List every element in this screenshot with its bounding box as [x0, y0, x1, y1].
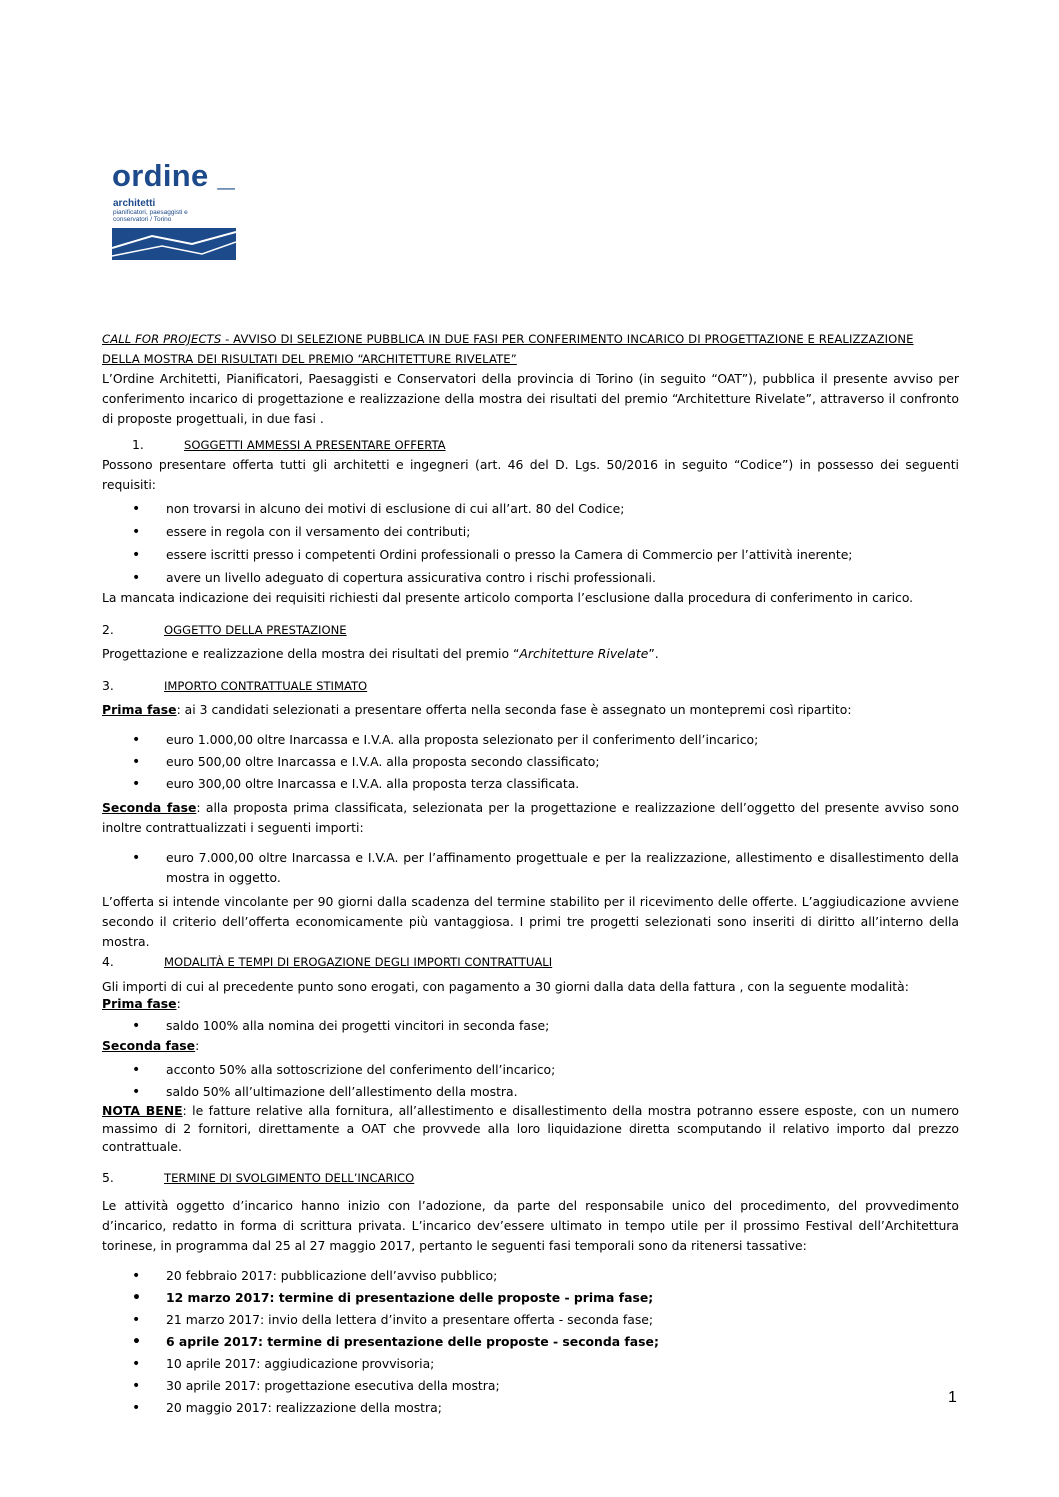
- section-number: 2.: [102, 622, 114, 637]
- title-line2: DELLA MOSTRA DEI RISULTATI DEL PREMIO “ARCHITETTURE RIVELATE”: [102, 352, 517, 366]
- logo-wordmark: ordine _: [112, 158, 235, 193]
- timeline-item: • 6 aprile 2017: termine di presentazione delle proposte - seconda fase;: [102, 1332, 959, 1352]
- section-3-heading: [102, 676, 959, 696]
- section-title: IMPORTO CONTRATTUALE STIMATO: [164, 679, 368, 693]
- section-number: 1.: [132, 437, 144, 452]
- section-5-heading: [102, 1168, 959, 1188]
- section-1-heading: [102, 435, 959, 455]
- section-title: TERMINE DI SVOLGIMENTO DELL’INCARICO: [164, 1171, 415, 1185]
- section-3-phase2: Seconda fase: alla proposta prima classificata, selezionata per la progettazione e realizzazione dell’oggetto del presente avviso sono inoltre contrattualizzati i seguenti importi:: [102, 800, 959, 835]
- section-1-lead: Possono presentare offerta tutti gli architetti e ingegneri (art. 46 del D. Lgs. 50/2016 in seguito “Codice”) in possesso dei seguenti requisiti:: [102, 457, 959, 492]
- contract-list: [102, 848, 959, 888]
- list-item: • avere un livello adeguato di copertura assicurativa contro i rischi professionali.: [102, 568, 959, 588]
- list-item: • essere in regola con il versamento dei contributi;: [102, 522, 959, 542]
- section-2-text: Progettazione e realizzazione della mostra dei risultati del premio “Architetture Rivelate”.: [102, 646, 659, 661]
- title-italic-part: CALL FOR PROJECTS: [102, 332, 222, 346]
- section-3-close: L’offerta si intende vincolante per 90 giorni dalla scadenza del termine stabilito per il ricevimento delle offerte. L’aggiudicazione avviene secondo il criterio dell’offerta economicamente più vantaggiosa. I primi tre progetti selezionati sono inseriti di diritto all’interno della mostra.: [102, 894, 959, 949]
- list-item: • essere iscritti presso i competenti Ordini professionali o presso la Camera di Commercio per l’attività inerente;: [102, 545, 959, 565]
- section-title: OGGETTO DELLA PRESTAZIONE: [164, 623, 347, 637]
- list-item: • euro 1.000,00 oltre Inarcassa e I.V.A. alla proposta selezionato per il conferimento dell’incarico;: [102, 730, 959, 750]
- logo-subtitle-small: pianificatori, paesaggisti e conservatori / Torino: [113, 209, 188, 223]
- prize-list: [102, 730, 959, 794]
- section-4-heading: [102, 952, 959, 972]
- timeline-item: • 21 marzo 2017: invio della lettera d’invito a presentare offerta - seconda fase;: [102, 1310, 959, 1330]
- list-item: • non trovarsi in alcuno dei motivi di esclusione di cui all’art. 80 del Codice;: [102, 499, 959, 519]
- nota-bene: NOTA BENE: le fatture relative alla fornitura, all’allestimento e disallestimento della mostra potranno essere esposte, con un numero massimo di 2 fornitori, direttamente a OAT che provvede alla loro liquidazione diretta scomputando il relativo importo dal prezzo contrattuale.: [102, 1103, 959, 1154]
- section-3-phase1: Prima fase: ai 3 candidati selezionati a presentare offerta nella seconda fase è assegnato un montepremi così ripartito:: [102, 702, 852, 717]
- list-item: • euro 7.000,00 oltre Inarcassa e I.V.A. per l’affinamento progettuale e per la realizzazione, allestimento e disallestimento della mostra in oggetto.: [102, 848, 959, 888]
- payment-phase1-list: [102, 1016, 959, 1036]
- timeline-list: [102, 1266, 959, 1418]
- timeline-item: • 12 marzo 2017: termine di presentazione delle proposte - prima fase;: [102, 1288, 959, 1308]
- section-4-phase1-label: Prima fase:: [102, 996, 181, 1011]
- section-title: MODALITÀ E TEMPI DI EROGAZIONE DEGLI IMPORTI CONTRATTUALI: [164, 955, 553, 969]
- title-line1: - AVVISO DI SELEZIONE PUBBLICA IN DUE FASI PER CONFERIMENTO INCARICO DI PROGETTAZIONE E REALIZZAZIONE: [221, 332, 914, 346]
- requirements-list: [102, 499, 959, 588]
- timeline-item: • 10 aprile 2017: aggiudicazione provvisoria;: [102, 1354, 959, 1374]
- intro-paragraph: L’Ordine Architetti, Pianificatori, Paesaggisti e Conservatori della provincia di Torino (in seguito “OAT”), pubblica il presente avviso per conferimento incarico di progettazione e realizzazione della mostra dei risultati del premio “Architetture Rivelate”, attraverso il confronto di proposte progettuali, in due fasi .: [102, 371, 959, 426]
- notice-title: [102, 329, 959, 369]
- section-title: SOGGETTI AMMESSI A PRESENTARE OFFERTA: [184, 438, 446, 452]
- section-2-heading: [102, 620, 959, 640]
- section-number: 4.: [102, 954, 114, 969]
- section-4-phase2-label: Seconda fase:: [102, 1038, 200, 1053]
- payment-phase2-list: [102, 1060, 959, 1102]
- page-number: 1: [948, 1389, 957, 1406]
- ordine-architetti-logo: [112, 158, 237, 262]
- section-number: 5.: [102, 1170, 114, 1185]
- timeline-item: • 20 maggio 2017: realizzazione della mostra;: [102, 1398, 959, 1418]
- section-1-close: La mancata indicazione dei requisiti richiesti dal presente articolo comporta l’esclusione dalla procedura di conferimento in carico.: [102, 590, 914, 605]
- section-number: 3.: [102, 678, 114, 693]
- section-5-lead: Le attività oggetto d’incarico hanno inizio con l’adozione, da parte del responsabile unico del procedimento, del provvedimento d’incarico, redatto in forma di scrittura privata. L’incarico dev’essere ultimato in tempo utile per il prossimo Festival dell’Architettura torinese, in programma dal 25 al 27 maggio 2017, pertanto le seguenti fasi temporali sono da ritenersi tassative:: [102, 1198, 959, 1253]
- logo-subtitle: architetti: [113, 198, 156, 209]
- list-item: • euro 300,00 oltre Inarcassa e I.V.A. alla proposta terza classificata.: [102, 774, 959, 794]
- timeline-item: • 20 febbraio 2017: pubblicazione dell’avviso pubblico;: [102, 1266, 959, 1286]
- list-item: • saldo 50% all’ultimazione dell’allestimento della mostra.: [102, 1082, 959, 1102]
- section-4-lead: Gli importi di cui al precedente punto sono erogati, con pagamento a 30 giorni dalla data della fattura , con la seguente modalità:: [102, 979, 909, 994]
- logo-landscape-band: [112, 228, 236, 260]
- list-item: • acconto 50% alla sottoscrizione del conferimento dell’incarico;: [102, 1060, 959, 1080]
- list-item: • saldo 100% alla nomina dei progetti vincitori in seconda fase;: [102, 1016, 959, 1036]
- timeline-item: • 30 aprile 2017: progettazione esecutiva della mostra;: [102, 1376, 959, 1396]
- document-body: [102, 329, 959, 1418]
- list-item: • euro 500,00 oltre Inarcassa e I.V.A. alla proposta secondo classificato;: [102, 752, 959, 772]
